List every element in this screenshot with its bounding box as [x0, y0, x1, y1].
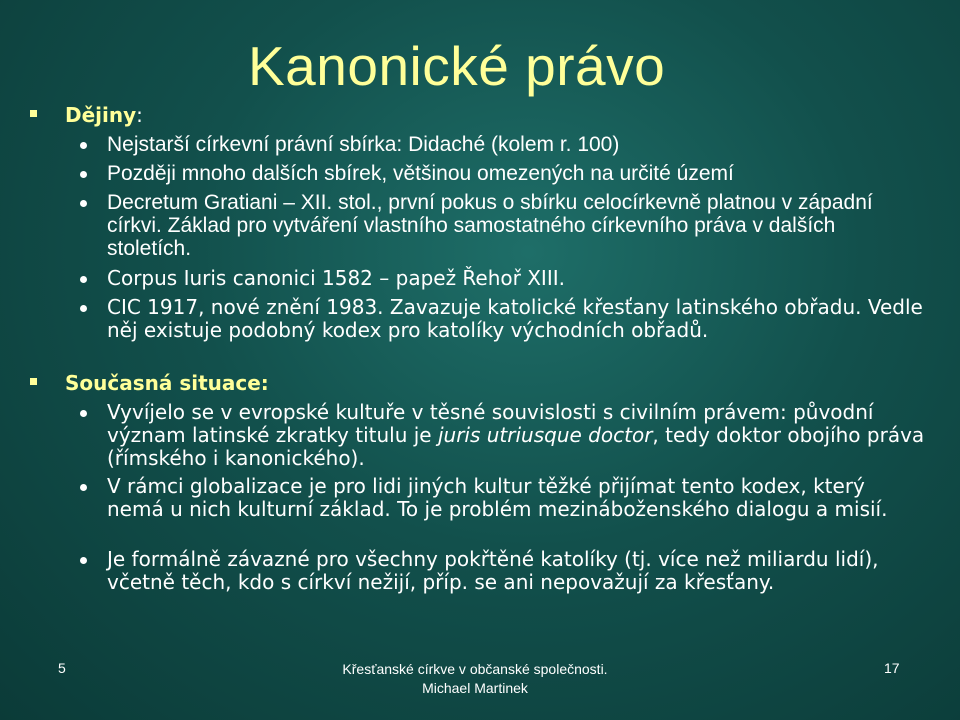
list-item: [80, 267, 925, 290]
list-item-text: Je formálně závazné pro všechny pokřtěné katolíky (tj. více než miliardu lidí), včetně těch, kdo s církví nežijí, příp. se ani nepovažují za křesťany.: [107, 547, 879, 594]
bullet-icon: [80, 557, 87, 564]
square-bullet-icon: [30, 110, 37, 117]
list-item-text: Corpus Iuris canonici 1582 – papež Řehoř XIII.: [107, 266, 565, 290]
square-bullet-icon: [30, 378, 37, 385]
bullet-icon: [80, 484, 87, 491]
footer-left-number: 5: [58, 660, 66, 676]
list-item-text: Decretum Gratiani – XII. stol., první pokus o sbírku celocírkevně platnou v západní církvi. Základ pro vytváření vlastního samostatného církevního práva v dalších stoletích.: [107, 191, 873, 260]
latin-title: juris utriusque doctor: [437, 423, 653, 447]
list-item-text: CIC 1917, nové znění 1983. Zavazuje katolické křesťany latinského obřadu. Vedle něj existuje podobný kodex pro katolíky východních obřadů.: [107, 295, 923, 342]
footer-course-title: Křesťanské církve v občanské společnosti.: [342, 661, 608, 677]
bullet-icon: [80, 410, 87, 417]
section-heading-colon: :: [136, 103, 143, 127]
section-heading-label: Současná situace:: [65, 371, 269, 395]
list-item: [80, 401, 925, 470]
bullet-icon: [80, 171, 87, 178]
list-item: [80, 296, 925, 342]
list-item: [80, 548, 925, 594]
slide-title: Kanonické právo: [248, 35, 666, 97]
section-heading-label: Dějiny: [65, 103, 137, 127]
list-item-text: V rámci globalizace je pro lidi jiných kultur těžké přijímat tento kodex, který nemá u nich kulturní základ. To je problém mezináboženského dialogu a misií.: [107, 474, 888, 521]
list-item: [80, 133, 925, 156]
list-item-text: Později mnoho dalších sbírek, většinou omezených na určité území: [107, 162, 734, 185]
list-item: [80, 191, 925, 260]
list-item-text: Nejstarší církevní právní sbírka: Didaché (kolem r. 100): [107, 133, 620, 156]
footer-page-number: 17: [884, 660, 900, 676]
list-item: [80, 475, 925, 521]
list-item-text: Vyvíjelo se v evropské kultuře v těsné souvislosti s civilním právem: původní význam latinské zkratky titulu je juris utriusque doctor, tedy doktor obojího práva (římského i kanonického).: [107, 400, 925, 470]
bullet-icon: [80, 305, 87, 312]
footer-center: [310, 660, 640, 698]
bullet-icon: [80, 142, 87, 149]
list-item: [80, 162, 925, 185]
footer-author: Michael Martinek: [422, 680, 528, 696]
bullet-icon: [80, 276, 87, 283]
bullet-icon: [80, 200, 87, 207]
